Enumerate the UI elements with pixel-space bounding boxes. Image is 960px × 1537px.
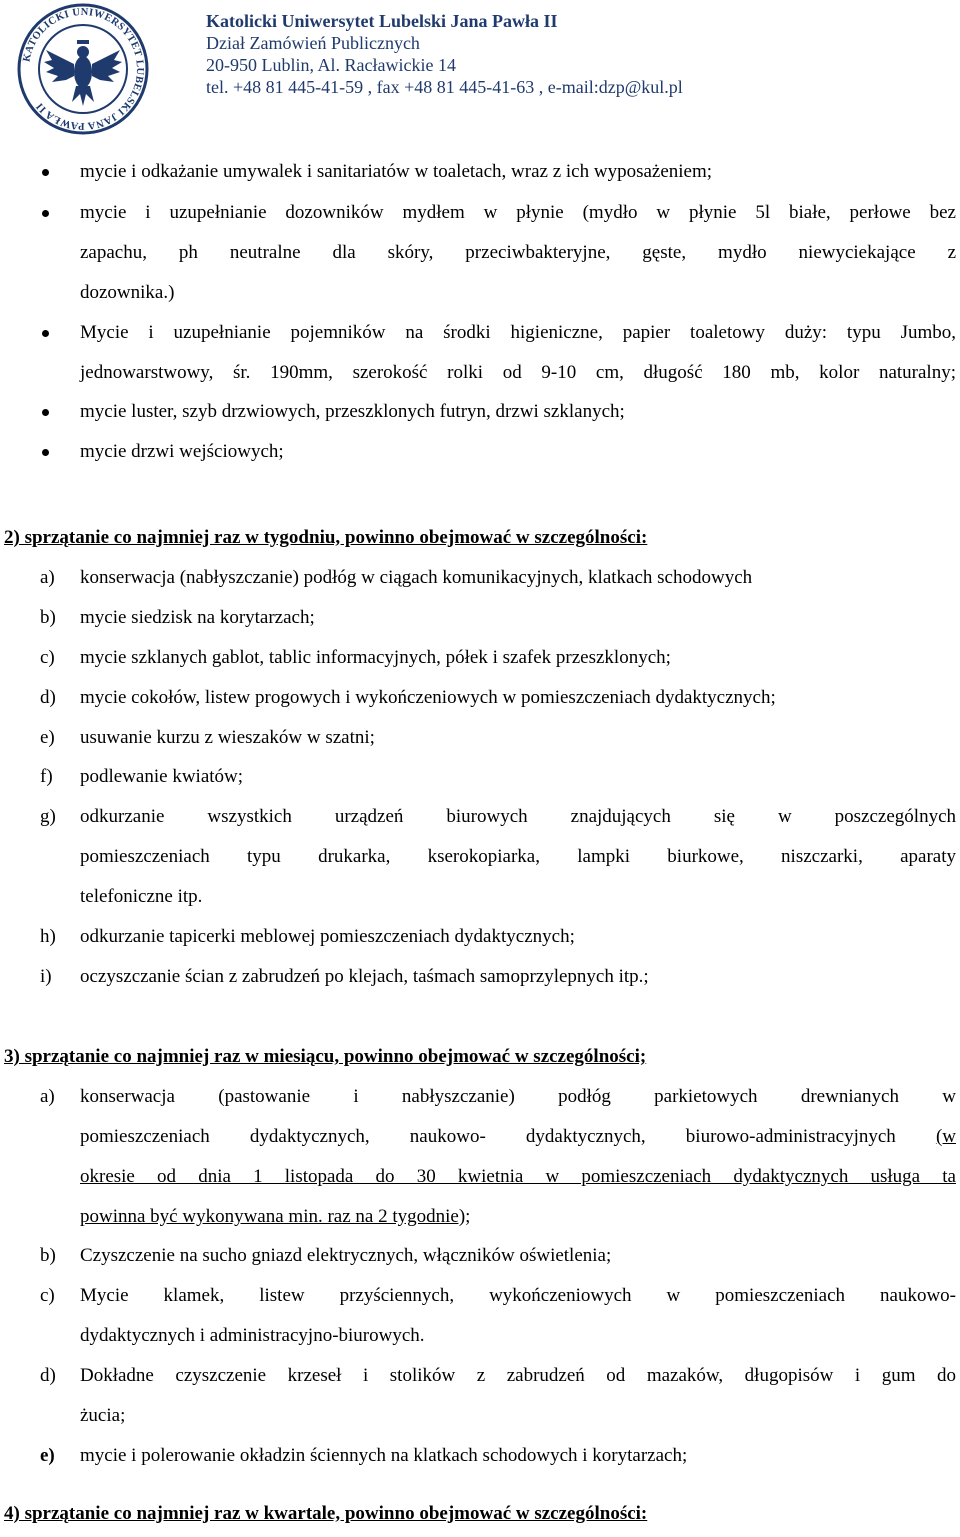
list-item-line: Dokładne czyszczenie krzeseł i stolików z zabrudzeń od mazaków, długopisów i gum do xyxy=(80,1365,956,1386)
section-heading: 4) sprzątanie co najmniej raz w kwartale, powinno obejmować w szczególności: xyxy=(4,1503,648,1524)
item-marker: e) xyxy=(40,727,55,748)
list-item: usuwanie kurzu z wieszaków w szatni; xyxy=(80,727,375,748)
item-marker: b) xyxy=(40,1245,56,1266)
bullet-item-line: mycie i uzupełnianie dozowników mydłem w płynie (mydło w płynie 5l białe, perłowe bez xyxy=(80,202,956,223)
item-marker: i) xyxy=(40,966,52,987)
item-marker: a) xyxy=(40,567,55,588)
bullet-item-line: dozownika.) xyxy=(80,282,175,303)
svg-text:KATOLICKI UNIWERSYTET LUBELSKI: KATOLICKI UNIWERSYTET LUBELSKI JANA PAWŁA II xyxy=(21,6,146,132)
list-item: konserwacja (nabłyszczanie) podłóg w ciągach komunikacyjnych, klatkach schodowych xyxy=(80,567,753,588)
bullet-icon xyxy=(42,210,49,217)
item-marker: c) xyxy=(40,1285,55,1306)
list-item: Czyszczenie na sucho gniazd elektrycznych, włączników oświetlenia; xyxy=(80,1245,612,1266)
list-item-line: odkurzanie wszystkich urządzeń biurowych znajdujących się w poszczególnych xyxy=(80,806,956,827)
department-name: Dział Zamówień Publicznych xyxy=(206,33,420,53)
item-marker: e) xyxy=(40,1445,55,1466)
list-item: odkurzanie tapicerki meblowej pomieszczeniach dydaktycznych; xyxy=(80,926,575,947)
list-item: mycie siedzisk na korytarzach; xyxy=(80,607,315,628)
bullet-icon xyxy=(42,169,49,176)
list-item-line: telefoniczne itp. xyxy=(80,886,203,907)
list-item: mycie cokołów, listew progowych i wykończeniowych w pomieszczeniach dydaktycznych; xyxy=(80,687,776,708)
item-marker: c) xyxy=(40,647,55,668)
list-item-line: żucia; xyxy=(80,1405,126,1426)
list-item-line: okresie od dnia 1 listopada do 30 kwietnia w pomieszczeniach dydaktycznych usługa ta xyxy=(80,1166,956,1187)
section-heading: 2) sprzątanie co najmniej raz w tygodniu, powinno obejmować w szczególności: xyxy=(4,527,648,548)
item-marker: f) xyxy=(40,766,53,787)
list-item-line: Mycie klamek, listew przyściennych, wykończeniowych w pomieszczeniach naukowo- xyxy=(80,1285,956,1306)
list-item-line: powinna być wykonywana min. raz na 2 tygodnie); xyxy=(80,1206,471,1227)
list-item: mycie szklanych gablot, tablic informacyjnych, półek i szafek przeszklonych; xyxy=(80,647,671,668)
item-marker: h) xyxy=(40,926,56,947)
address: 20-950 Lublin, Al. Racławickie 14 xyxy=(206,55,456,75)
bullet-item: mycie luster, szyb drzwiowych, przeszklonych futryn, drzwi szklanych; xyxy=(80,401,625,422)
item-marker: g) xyxy=(40,806,56,827)
list-item-line: dydaktycznych i administracyjno-biurowych. xyxy=(80,1325,425,1346)
bullet-item-line: jednowarstwowy, śr. 190mm, szerokość rolki od 9-10 cm, długość 180 mb, kolor naturalny; xyxy=(80,362,956,383)
bullet-item-line: Mycie i uzupełnianie pojemników na środki higieniczne, papier toaletowy duży: typu Jumbo, xyxy=(80,322,956,343)
list-item: oczyszczanie ścian z zabrudzeń po klejach, taśmach samoprzylepnych itp.; xyxy=(80,966,649,987)
item-marker: b) xyxy=(40,607,56,628)
bullet-icon xyxy=(42,330,49,337)
bullet-item: mycie drzwi wejściowych; xyxy=(80,441,284,462)
bullet-item-line: zapachu, ph neutralne dla skóry, przeciwbakteryjne, gęste, mydło niewyciekające z xyxy=(80,242,956,263)
list-item: mycie i polerowanie okładzin ściennych na klatkach schodowych i korytarzach; xyxy=(80,1445,688,1466)
list-item-line: konserwacja (pastowanie i nabłyszczanie) podłóg parkietowych drewnianych w xyxy=(80,1086,956,1107)
text-plain: pomieszczeniach dydaktycznych, naukowo- dydaktycznych, biurowo-administracyjnych xyxy=(80,1126,936,1147)
letterhead xyxy=(0,0,960,132)
bullet-icon xyxy=(42,409,49,416)
university-seal-logo xyxy=(16,2,150,136)
item-marker: d) xyxy=(40,1365,56,1386)
list-item: podlewanie kwiatów; xyxy=(80,766,244,787)
university-name: Katolicki Uniwersytet Lubelski Jana Pawła II xyxy=(206,11,558,31)
text-underlined: (w xyxy=(935,1126,956,1147)
item-marker: a) xyxy=(40,1086,55,1107)
list-item-line: pomieszczeniach typu drukarka, kserokopiarka, lampki biurkowe, niszczarki, aparaty xyxy=(80,846,956,867)
contact-info: tel. +48 81 445-41-59 , fax +48 81 445-41-63 , e-mail:dzp@kul.pl xyxy=(206,77,683,97)
bullet-icon xyxy=(42,449,49,456)
section-heading: 3) sprzątanie co najmniej raz w miesiącu, powinno obejmować w szczególności; xyxy=(4,1046,647,1067)
item-marker: d) xyxy=(40,687,56,708)
bullet-item: mycie i odkażanie umywalek i sanitariatów w toaletach, wraz z ich wyposażeniem; xyxy=(80,161,713,182)
list-item-line xyxy=(80,1117,956,1157)
